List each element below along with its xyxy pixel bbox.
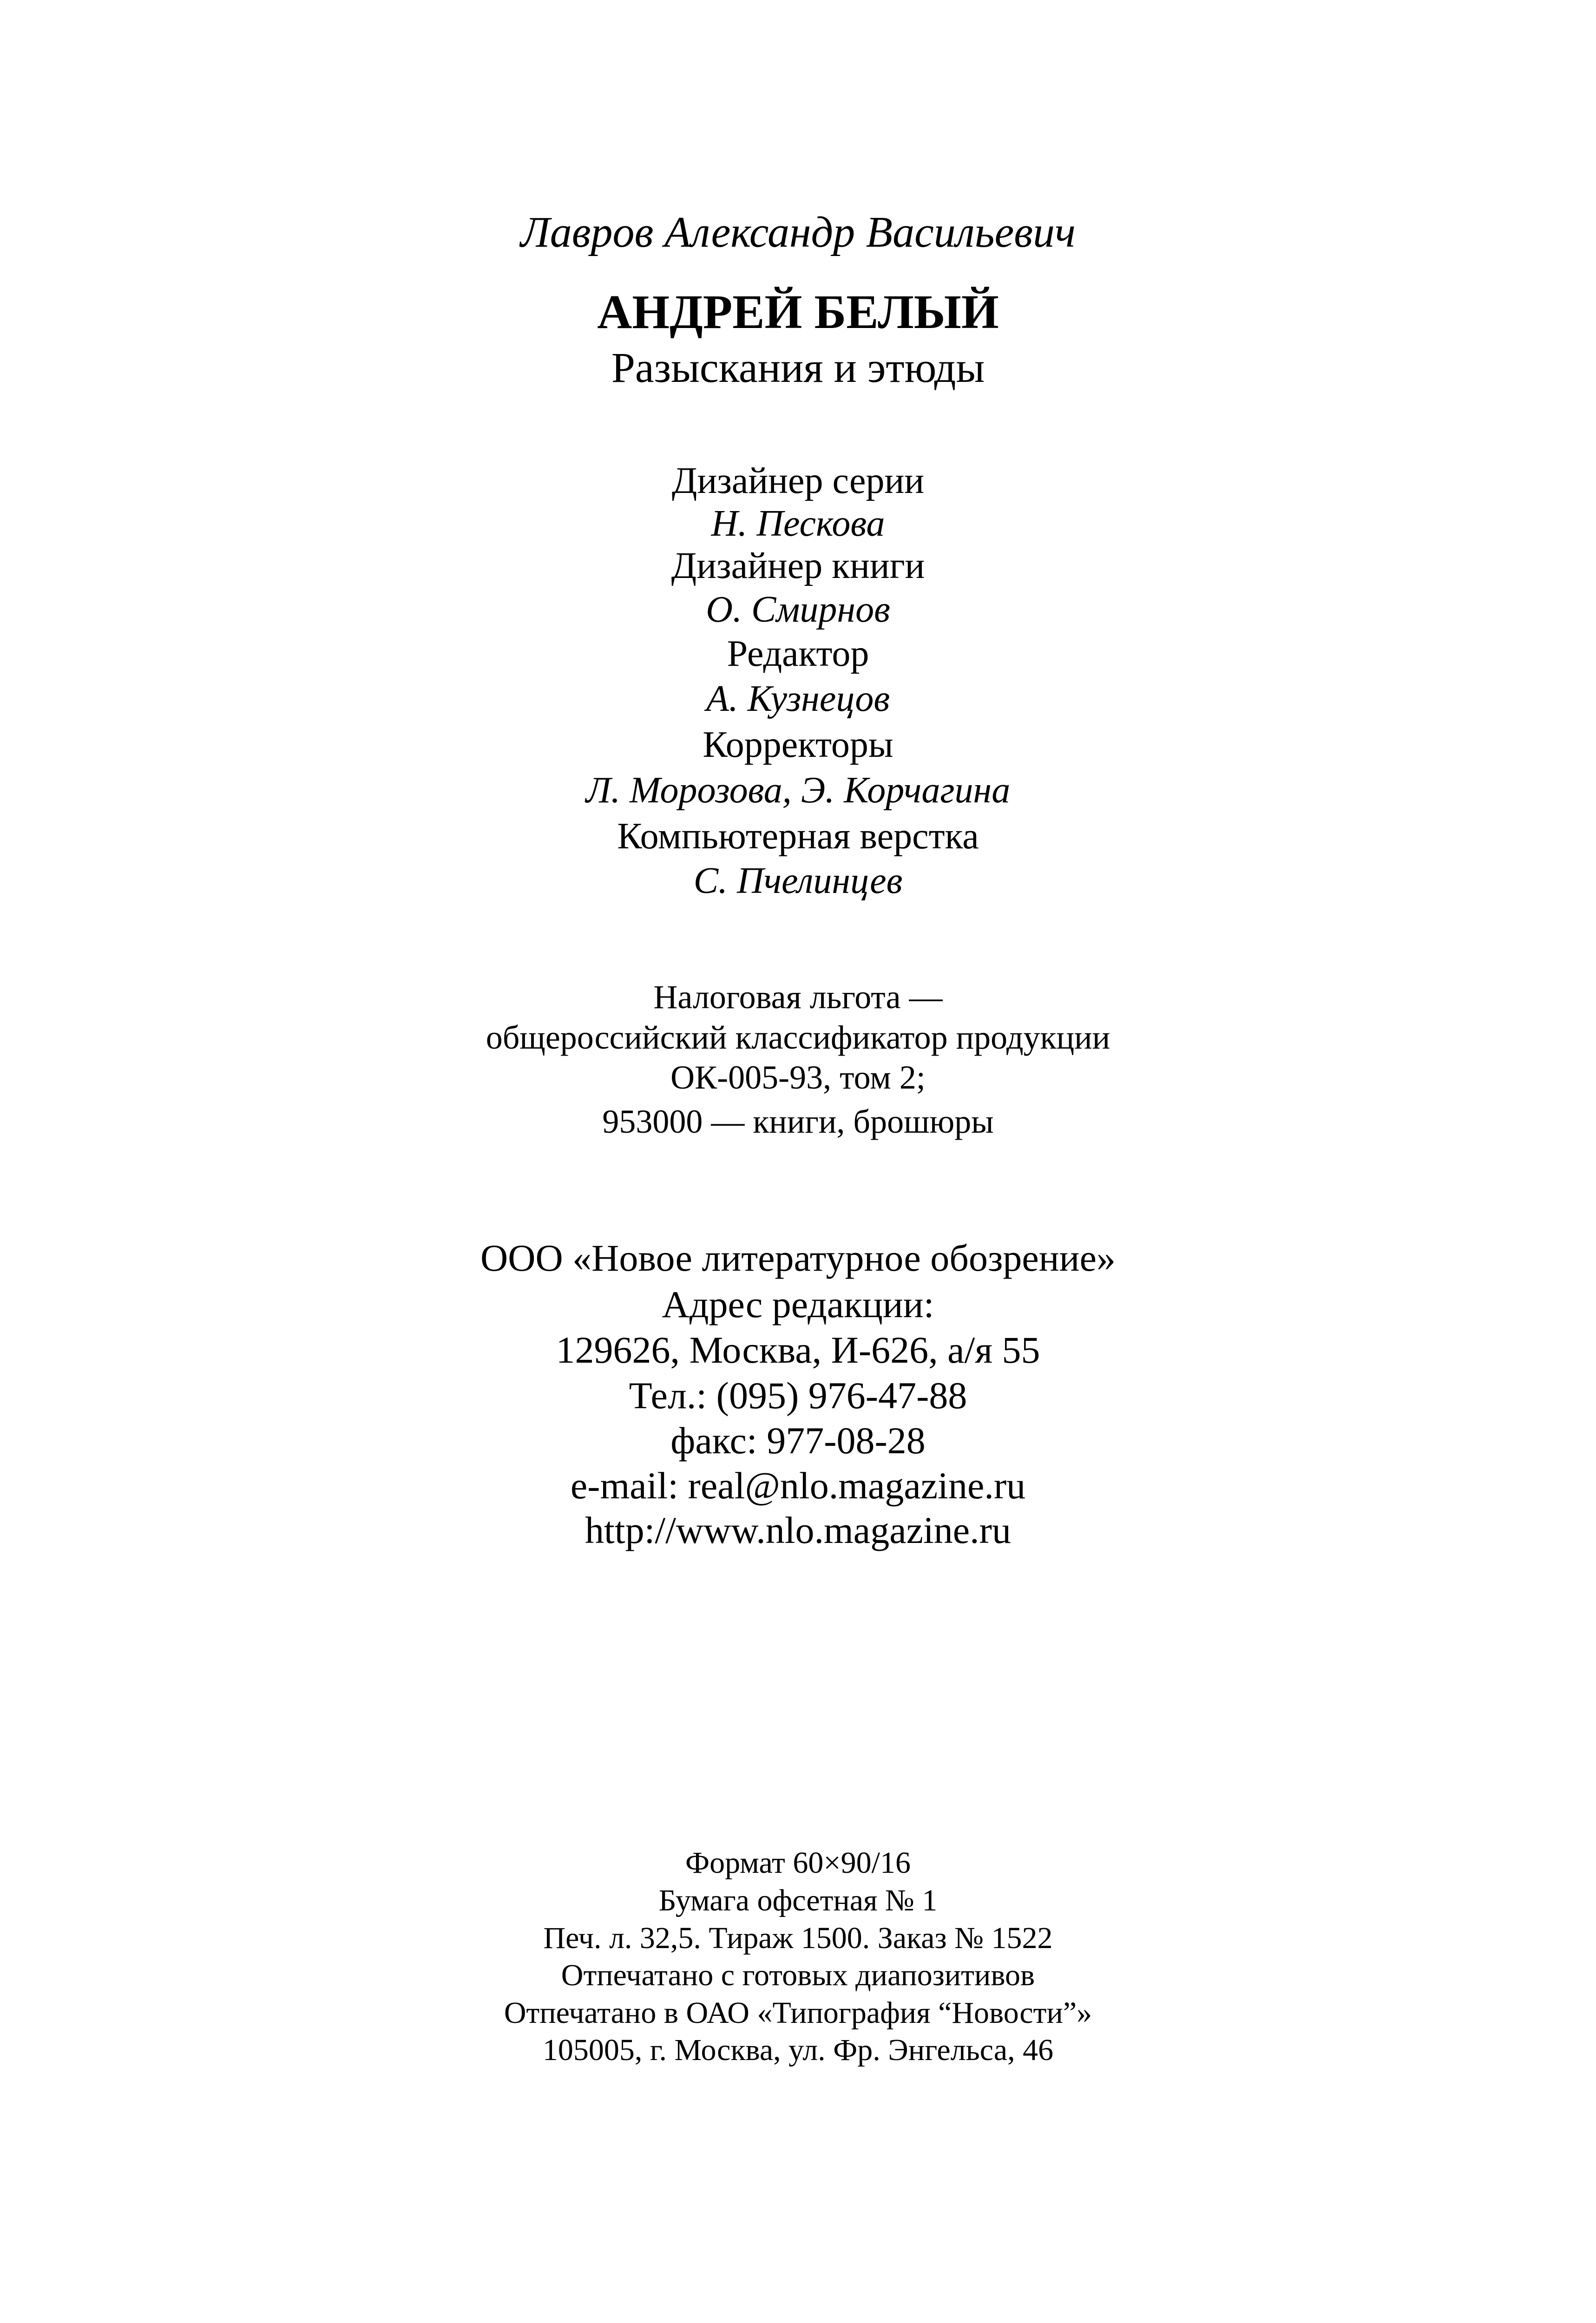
book-subtitle: Разыскания и этюды bbox=[611, 344, 985, 391]
credit-name: Л. Морозова, Э. Корчагина bbox=[585, 770, 1011, 811]
credit-name: А. Кузнецов bbox=[706, 678, 890, 719]
book-title: АНДРЕЙ БЕЛЫЙ bbox=[597, 285, 999, 339]
publisher-line: ООО «Новое литературное обозрение» bbox=[480, 1237, 1116, 1279]
imprint-line: Отпечатано в ОАО «Типография “Новости”» bbox=[504, 1996, 1092, 2030]
credit-role: Корректоры bbox=[703, 724, 893, 765]
credit-name: С. Пчелинцев bbox=[693, 860, 903, 901]
imprint-line: 105005, г. Москва, ул. Фр. Энгельса, 46 bbox=[542, 2033, 1054, 2067]
imprint-line: Отпечатано с готовых диапозитивов bbox=[561, 1958, 1035, 1992]
publisher-line: факс: 977-08-28 bbox=[670, 1419, 926, 1462]
tax-note-line: 953000 — книги, брошюры bbox=[602, 1103, 994, 1140]
credit-role: Дизайнер серии bbox=[671, 460, 925, 501]
credit-role: Компьютерная верстка bbox=[617, 816, 979, 857]
publisher-line: Адрес редакции: bbox=[662, 1283, 934, 1326]
credit-name: О. Смирнов bbox=[706, 589, 890, 630]
publisher-line: 129626, Москва, И-626, а/я 55 bbox=[556, 1329, 1040, 1371]
imprint-line: Печ. л. 32,5. Тираж 1500. Заказ № 1522 bbox=[543, 1921, 1053, 1955]
publisher-line: Тел.: (095) 976-47-88 bbox=[629, 1374, 967, 1417]
tax-note-line: Налоговая льгота — bbox=[653, 978, 943, 1016]
tax-note-line: общероссийский классификатор продукции bbox=[486, 1019, 1110, 1056]
author-name: Лавров Александр Васильевич bbox=[520, 208, 1076, 256]
tax-note-line: ОК-005-93, том 2; bbox=[670, 1059, 926, 1096]
credit-role: Редактор bbox=[727, 633, 869, 674]
imprint-line: Формат 60×90/16 bbox=[685, 1846, 911, 1880]
imprint-line: Бумага офсетная № 1 bbox=[658, 1883, 938, 1917]
publisher-line: http://www.nlo.magazine.ru bbox=[585, 1509, 1011, 1551]
publisher-line: e-mail: real@nlo.magazine.ru bbox=[570, 1464, 1026, 1507]
credit-role: Дизайнер книги bbox=[671, 545, 925, 586]
credit-name: Н. Пескова bbox=[711, 503, 885, 544]
